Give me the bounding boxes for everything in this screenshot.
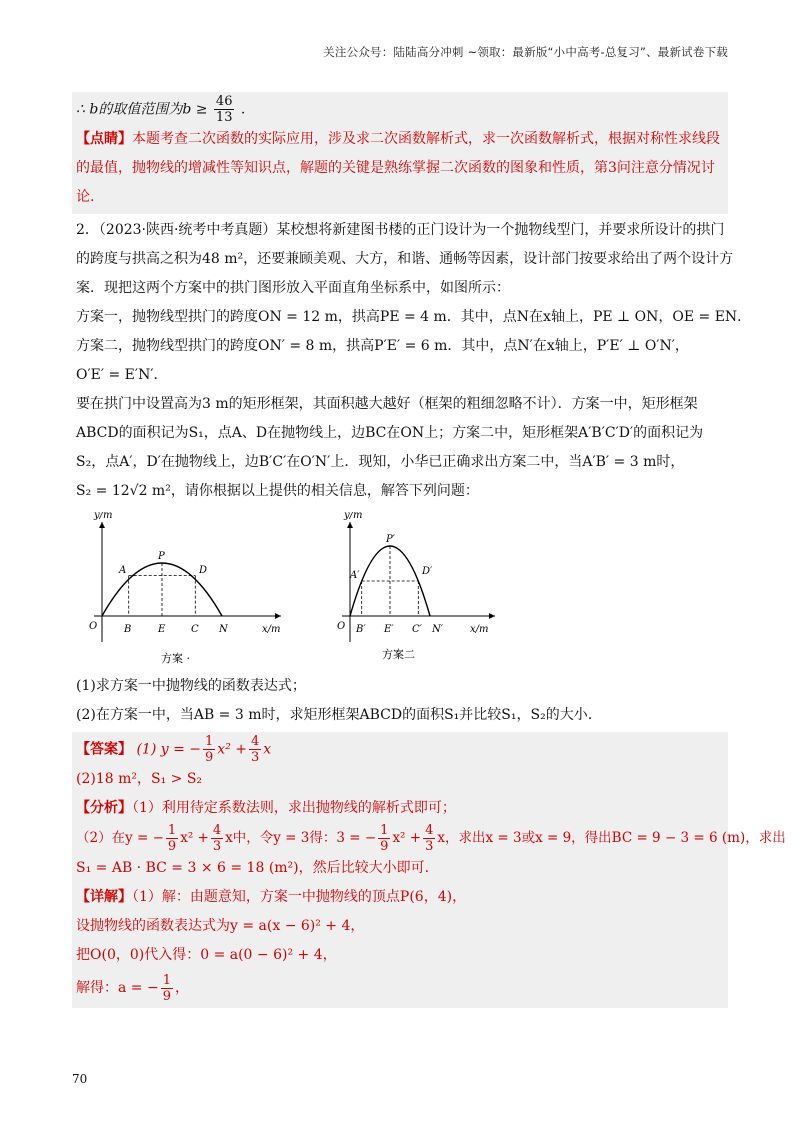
problem-plan2-b: O′E′ = E′N′． bbox=[76, 367, 168, 383]
fraction-numerator: 1 bbox=[205, 734, 214, 749]
fraction bbox=[203, 734, 215, 765]
analysis-tag: 【分析】 bbox=[76, 800, 132, 816]
detail-line-4 bbox=[76, 970, 724, 1006]
solution-block bbox=[72, 732, 786, 1008]
fraction-denominator: 13 bbox=[215, 110, 233, 125]
fraction-denominator: 9 bbox=[205, 750, 214, 765]
figure-plan1 bbox=[76, 512, 306, 672]
fraction-numerator: 4 bbox=[251, 734, 260, 749]
detail-4-prefix: 解得：a = − bbox=[76, 980, 159, 996]
answer-tag: 【答案】 bbox=[76, 741, 132, 758]
point-D: D bbox=[199, 565, 208, 576]
question-1: (1)求方案一中抛物线的函数表达式； bbox=[76, 678, 306, 694]
fraction bbox=[249, 734, 261, 765]
analysis-part-e: x，求出x = 3或x = 9，得出BC = 9 − 3 = 6 (m)，求出 bbox=[437, 830, 786, 846]
fraction-denominator: 3 bbox=[212, 839, 222, 854]
figures-row bbox=[76, 512, 724, 672]
detail-line-2: 设抛物线的函数表达式为y = a(x − 6)² + 4， bbox=[76, 918, 365, 934]
problem-plan2-a: 方案二，抛物线型拱门的跨度ON′ = 8 m，拱高P′E′ = 6 m．其中，点N′在x轴上，P′E′ ⊥ O′N′， bbox=[76, 338, 689, 354]
fraction bbox=[161, 973, 173, 1004]
point-D-prime: D′ bbox=[422, 566, 433, 577]
problem-intro-2: 的跨度与拱高之积为48 m²，还要兼顾美观、大方，和谐、通畅等因素，设计部门按要求给出了两个设计方 bbox=[76, 251, 734, 267]
fraction-numerator: 1 bbox=[167, 823, 177, 838]
comment-text: 本题考查二次函数的实际应用，涉及求二次函数解析式，求一次函数解析式，根据对称性求线段的最值，抛物线的增减性等知识点，解题的关键是熟练掌握二次函数的图象和性质，第3问注意分情况讨论. bbox=[76, 131, 720, 205]
analysis-line-2 bbox=[76, 823, 786, 854]
point-A: A bbox=[119, 565, 127, 576]
page-content bbox=[72, 92, 786, 1008]
answer-line-1 bbox=[76, 734, 724, 765]
analysis-part-b: x² + bbox=[180, 830, 209, 846]
detail-line-3: 把O(0，0)代入得：0 = a(0 − 6)² + 4， bbox=[76, 947, 337, 963]
detail-line-1 bbox=[76, 883, 724, 912]
x-axis-label: x/m bbox=[470, 624, 489, 635]
fraction-denominator: 3 bbox=[425, 839, 434, 854]
y-axis-label: y/m bbox=[344, 512, 363, 521]
detail-tag: 【详解】 bbox=[76, 889, 132, 905]
problem-rect-2: ABCD的面积记为S₁，点A、D在抛物线上，边BC在ON上；方案二中，矩形框架A′B′C′D′的面积记为 bbox=[76, 425, 704, 441]
problem-intro-1: 2．（2023·陕西·统考中考真题）某校想将新建图书楼的正门设计为一个抛物线型门，并要求所设计的拱门 bbox=[76, 222, 725, 238]
comment-block bbox=[76, 125, 724, 212]
fraction-numerator: 1 bbox=[162, 972, 171, 988]
point-O: O bbox=[337, 621, 346, 632]
problem-rect-1: 要在拱门中设置高为3 m的矩形框架，其面积越大越好（框架的粗细忽略不计）．方案一中，矩形框架 bbox=[76, 396, 698, 412]
y-axis-label: y/m bbox=[94, 512, 113, 521]
question-2: (2)在方案一中，当AB = 3 m时，求矩形框架ABCD的面积S₁并比较S₁，S₂的大小. bbox=[76, 707, 593, 723]
prev-solution-block bbox=[72, 92, 728, 214]
fraction bbox=[211, 823, 223, 854]
point-C: C bbox=[191, 624, 199, 635]
point-C-prime: C′ bbox=[412, 624, 422, 635]
answer-1-suffix: x bbox=[263, 741, 272, 758]
problem-intro-3: 案．现把这两个方案中的拱门图形放入平面直角坐标系中，如图所示： bbox=[76, 280, 510, 296]
problem-rect-4: S₂ = 12√2 m²，请你根据以上提供的相关信息，解答下列问题： bbox=[76, 483, 479, 499]
analysis-part-d: x² + bbox=[392, 830, 422, 846]
point-E-prime: E′ bbox=[384, 624, 394, 635]
conclusion-line bbox=[76, 94, 724, 125]
point-O: O bbox=[89, 621, 98, 632]
answer-line-2: (2)18 m²，S₁ > S₂ bbox=[76, 771, 203, 787]
point-P-prime: P′ bbox=[386, 534, 395, 545]
page-number: 70 bbox=[72, 1072, 88, 1086]
conclusion-prefix: ∴ b的取值范围为b ≥ bbox=[76, 101, 208, 118]
analysis-text-1: （1）利用待定系数法则，求出抛物线的解析式即可； bbox=[132, 800, 456, 816]
analysis-part-c: x中，令y = 3得：3 = − bbox=[225, 830, 377, 846]
fraction bbox=[214, 94, 235, 125]
fraction-numerator: 1 bbox=[380, 823, 389, 838]
point-E: E bbox=[158, 624, 166, 635]
fraction bbox=[166, 823, 178, 854]
figure-caption: 方案 · bbox=[161, 652, 190, 665]
point-A-prime: A′ bbox=[350, 570, 360, 581]
detail-text-1: （1）解：由题意知，方案一中抛物线的顶点P(6，4)， bbox=[132, 889, 467, 905]
page-header: 关注公众号：陆陆高分冲刺 ~领取：最新版“小中高考-总复习”、最新试卷下载 bbox=[323, 45, 728, 59]
fraction-numerator: 46 bbox=[215, 94, 233, 109]
point-B-prime: B′ bbox=[356, 624, 366, 635]
conclusion-suffix: . bbox=[240, 101, 246, 118]
figure-caption: 方案二 bbox=[382, 648, 415, 661]
fraction-numerator: 4 bbox=[425, 823, 434, 838]
x-axis-label: x/m bbox=[262, 624, 281, 635]
answer-1-prefix: (1) y = − bbox=[136, 741, 202, 758]
point-N: N bbox=[219, 624, 228, 635]
problem-block bbox=[72, 214, 752, 732]
answer-1-mid: x² + bbox=[217, 741, 247, 758]
detail-4-suffix: ， bbox=[175, 980, 189, 996]
fraction-denominator: 9 bbox=[167, 839, 177, 854]
point-P: P bbox=[158, 551, 165, 562]
fraction bbox=[423, 823, 435, 854]
fraction-denominator: 9 bbox=[380, 839, 389, 854]
fraction bbox=[378, 823, 390, 854]
analysis-line-3: S₁ = AB · BC = 3 × 6 = 18 (m²)，然后比较大小即可. bbox=[76, 860, 430, 876]
problem-rect-3: S₂，点A′，D′在抛物线上，边B′C′在O′N′上．现知，小华已正确求出方案二中，当A′B′ = 3 m时， bbox=[76, 454, 685, 470]
fraction-numerator: 4 bbox=[212, 823, 222, 838]
figure-plan2 bbox=[320, 512, 520, 672]
point-N-prime: N′ bbox=[432, 624, 444, 635]
analysis-line-1 bbox=[76, 794, 724, 823]
fraction-denominator: 3 bbox=[251, 750, 260, 765]
point-B: B bbox=[124, 624, 132, 635]
analysis-part-a: （2）在y = − bbox=[76, 830, 164, 846]
comment-tag: 【点睛】 bbox=[76, 131, 132, 147]
problem-plan1: 方案一，抛物线型拱门的跨度ON = 12 m，拱高PE = 4 m．其中，点N在x轴上，PE ⊥ ON，OE = EN． bbox=[76, 309, 752, 325]
fraction-denominator: 9 bbox=[162, 988, 171, 1004]
